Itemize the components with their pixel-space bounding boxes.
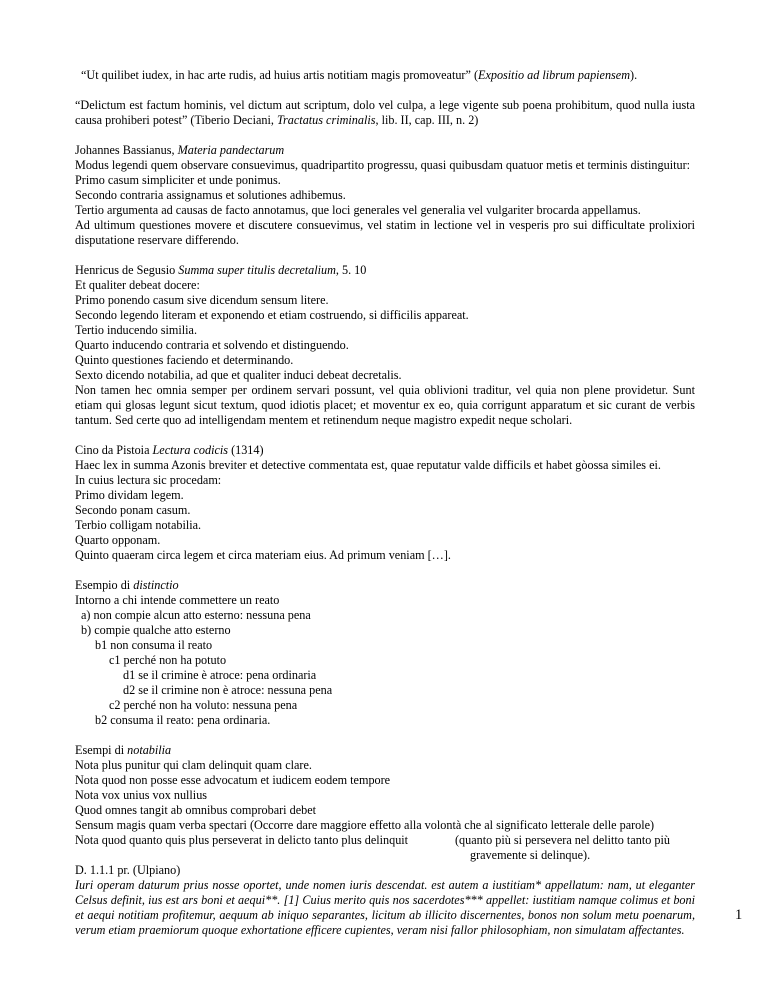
quote-source-title: Expositio ad librum papiensem xyxy=(478,68,631,82)
list-item: Secondo contraria assignamus et solutiones adhibemus. xyxy=(75,188,346,202)
list-item: Secondo legendo literam et exponendo et etiam costruendo, si difficilis appareat. xyxy=(75,308,469,322)
list-item: Terbio colligam notabilia. xyxy=(75,518,202,532)
tree-item: Intorno a chi intende commettere un reato xyxy=(75,593,280,607)
work-title: Lectura codicis xyxy=(152,443,229,457)
paragraph-text: Non tamen hec omnia semper per ordinem servari possunt, vel quia oblivioni traditur, vel quia non plene providetur. Sunt etiam qui glosas legunt sicut textum, quod idiotis placet; et moventur ex eo, quia corrigunt apparatum et sic curant de verbis tantum. Sed certe quo ad intelligendam mentem et retinendum neque magistro expedit neque scholari. xyxy=(75,383,695,427)
list-item: Secondo ponam casum. xyxy=(75,503,191,517)
author-name: Cino da Pistoia xyxy=(75,443,153,457)
quote-text-end: ). xyxy=(630,68,638,82)
author-name: Henricus de Segusio xyxy=(75,263,179,277)
list-item: Quinto questiones faciendo et determinando. xyxy=(75,353,294,367)
list-item: Primo dividam legem. xyxy=(75,488,184,502)
list-item: Nota plus punitur qui clam delinquit quam clare. xyxy=(75,758,312,772)
paragraph-text: Ad ultimum questiones movere et discutere consuevimus, vel statim in lectione vel in vesperis pro sui difficultate prolixiori disputatione reservare differendo. xyxy=(75,218,695,247)
list-item: Tertio argumenta ad causas de facto annotamus, que loci generales vel generalia vel vulgariter brocarda appellamus. xyxy=(75,203,641,217)
translation-note: gravemente si delinque). xyxy=(470,848,591,862)
section-term: notabilia xyxy=(127,743,172,757)
quote-text-end: , lib. II, cap. III, n. 2) xyxy=(375,113,479,127)
section-bassianus xyxy=(75,143,695,248)
quote-text: “Ut quilibet iudex, in hac arte rudis, ad huius artis notitiam magis promoveatur” ( xyxy=(81,68,479,82)
section-heading xyxy=(75,143,695,158)
list-item: Quarto opponam. xyxy=(75,533,161,547)
section-digest xyxy=(75,863,695,938)
tree-item: b1 non consuma il reato xyxy=(95,638,213,652)
list-item: Nota quod quanto quis plus perseverat in delicto tanto plus delinquit xyxy=(75,833,409,847)
list-item: In cuius lectura sic procedam: xyxy=(75,473,222,487)
list-item: Tertio inducendo similia. xyxy=(75,323,198,337)
work-title: Summa super titulis decretalium xyxy=(178,263,336,277)
section-heading xyxy=(75,443,695,458)
list-item: Quod omnes tangit ab omnibus comprobari debet xyxy=(75,803,316,817)
section-distinctio xyxy=(75,578,695,728)
section-notabilia xyxy=(75,743,695,863)
section-heading xyxy=(75,743,695,758)
section-heading: D. 1.1.1 pr. (Ulpiano) xyxy=(75,863,181,877)
section-label: Esempio di xyxy=(75,578,134,592)
section-segusio xyxy=(75,263,695,428)
translation-note: (quanto più si persevera nel delitto tanto più xyxy=(455,833,670,847)
work-title: Materia pandectarum xyxy=(177,143,285,157)
list-item: Sexto dicendo notabilia, ad que et qualiter induci debeat decretalis. xyxy=(75,368,402,382)
section-cino xyxy=(75,443,695,563)
tree-item: d1 se il crimine è atroce: pena ordinaria xyxy=(123,668,317,682)
section-heading xyxy=(75,263,695,278)
paragraph-text: Modus legendi quem observare consuevimus, quadripartito progressu, quasi quibusdam quatuor metis et terminis distinguitur: xyxy=(75,158,691,172)
document-body xyxy=(75,68,695,953)
tree-item: b) compie qualche atto esterno xyxy=(81,623,231,637)
section-heading xyxy=(75,578,695,593)
list-item: Nota vox unius vox nullius xyxy=(75,788,208,802)
list-item: Sensum magis quam verba spectari (Occorre dare maggiore effetto alla volontà che al significato letterale delle parole) xyxy=(75,818,655,832)
quote-expositio xyxy=(75,68,695,83)
tree-item: a) non compie alcun atto esterno: nessuna pena xyxy=(81,608,311,622)
list-item: Primo casum simpliciter et unde ponimus. xyxy=(75,173,281,187)
list-item: Et qualiter debeat docere: xyxy=(75,278,200,292)
list-item: Haec lex in summa Azonis breviter et detective commentata est, quae reputatur valde difficils et habet gòossa similes ei. xyxy=(75,458,661,472)
tree-item: d2 se il crimine non è atroce: nessuna pena xyxy=(123,683,333,697)
latin-passage: Iuri operam daturum prius nosse oportet, unde nomen iuris descendat. est autem a iustitiam* appellatum: nam, ut eleganter Celsus definit, ius est ars boni et aequi**. [1] Cuius merito quis nos sacerdotes*** appellet: iustitiam namque colimus et boni et aequi notitiam profitemur, aequum ab iniquo separantes, licitum ab illicito discernentes, bonos non solum metu poenarum, verum etiam praemiorum quoque exhortatione efficere cupientes, veram nisi fallor philosophiam, non simulatam affectantes. xyxy=(75,878,695,937)
tree-item: c1 perché non ha potuto xyxy=(109,653,227,667)
quote-deciani xyxy=(75,98,695,128)
author-name: Johannes Bassianus, xyxy=(75,143,178,157)
page-number: 1 xyxy=(735,907,743,923)
work-reference: (1314) xyxy=(228,443,264,457)
list-item: Nota quod non posse esse advocatum et iudicem eodem tempore xyxy=(75,773,391,787)
tree-item: c2 perché non ha voluto: nessuna pena xyxy=(109,698,298,712)
quote-text: “Delictum est factum hominis, vel dictum aut scriptum, dolo vel culpa, a lege vigente sub poena prohibitum, quod nulla iusta causa prohiberi potest” (Tiberio Deciani, xyxy=(75,98,695,127)
list-item: Quarto inducendo contraria et solvendo et distinguendo. xyxy=(75,338,349,352)
list-item: Primo ponendo casum sive dicendum sensum litere. xyxy=(75,293,329,307)
section-term: distinctio xyxy=(133,578,179,592)
quote-source-title: Tractatus criminalis xyxy=(276,113,376,127)
section-label: Esempi di xyxy=(75,743,128,757)
list-item: Quinto quaeram circa legem et circa materiam eius. Ad primum veniam […]. xyxy=(75,548,451,562)
work-reference: , 5. 10 xyxy=(335,263,367,277)
tree-item: b2 consuma il reato: pena ordinaria. xyxy=(95,713,271,727)
two-column-row xyxy=(75,833,695,863)
